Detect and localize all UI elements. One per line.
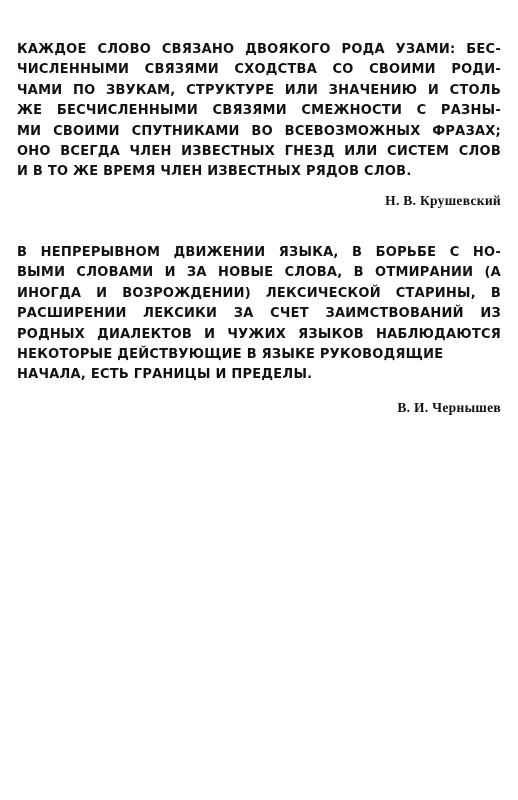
quote-line: ИНОГДА И ВОЗРОЖДЕНИИ) ЛЕКСИЧЕСКОЙ СТАРИНЫ, В xyxy=(17,285,501,301)
quote-line: КАЖДОЕ СЛОВО СВЯЗАНО ДВОЯКОГО РОДА УЗАМИ: БЕС- xyxy=(17,42,501,57)
quote-line: ОНО ВСЕГДА ЧЛЕН ИЗВЕСТНЫХ ГНЕЗД ИЛИ СИСТЕМ СЛОВ xyxy=(17,144,501,160)
epigraph-quote-2 xyxy=(17,243,501,386)
quote-line: МИ СВОИМИ СПУТНИКАМИ ВО ВСЕВОЗМОЖНЫХ ФРАЗАХ; xyxy=(17,123,501,139)
quote-line: ВЫМИ СЛОВАМИ И ЗА НОВЫЕ СЛОВА, В ОТМИРАНИИ (А xyxy=(17,265,501,281)
quote-line: ЧИСЛЕННЫМИ СВЯЗЯМИ СХОДСТВА СО СВОИМИ РОДИ- xyxy=(17,62,501,78)
quote-line: РОДНЫХ ДИАЛЕКТОВ И ЧУЖИХ ЯЗЫКОВ НАБЛЮДАЮТСЯ xyxy=(17,326,501,342)
quote-line: РАСШИРЕНИИ ЛЕКСИКИ ЗА СЧЕТ ЗАИМСТВОВАНИЙ ИЗ xyxy=(17,306,501,322)
quote-line: ЖЕ БЕСЧИСЛЕННЫМИ СВЯЗЯМИ СМЕЖНОСТИ С РАЗНЫ- xyxy=(17,103,501,119)
epigraph-author-1: Н. В. Крушевский xyxy=(385,193,501,208)
quote-line: ЧАМИ ПО ЗВУКАМ, СТРУКТУРЕ ИЛИ ЗНАЧЕНИЮ И СТОЛЬ xyxy=(17,82,501,98)
quote-line: В НЕПРЕРЫВНОМ ДВИЖЕНИИ ЯЗЫКА, В БОРЬБЕ С НО- xyxy=(17,245,501,260)
quote-line: И В ТО ЖЕ ВРЕМЯ ЧЛЕН ИЗВЕСТНЫХ РЯДОВ СЛОВ. xyxy=(17,164,412,180)
quote-line: НАЧАЛА, ЕСТЬ ГРАНИЦЫ И ПРЕДЕЛЫ. xyxy=(17,367,313,383)
quote-line: НЕКОТОРЫЕ ДЕЙСТВУЮЩИЕ В ЯЗЫКЕ РУКОВОДЯЩИЕ xyxy=(17,347,444,363)
epigraph-author-2: В. И. Чернышев xyxy=(397,400,501,415)
epigraph-quote-1 xyxy=(17,40,501,183)
